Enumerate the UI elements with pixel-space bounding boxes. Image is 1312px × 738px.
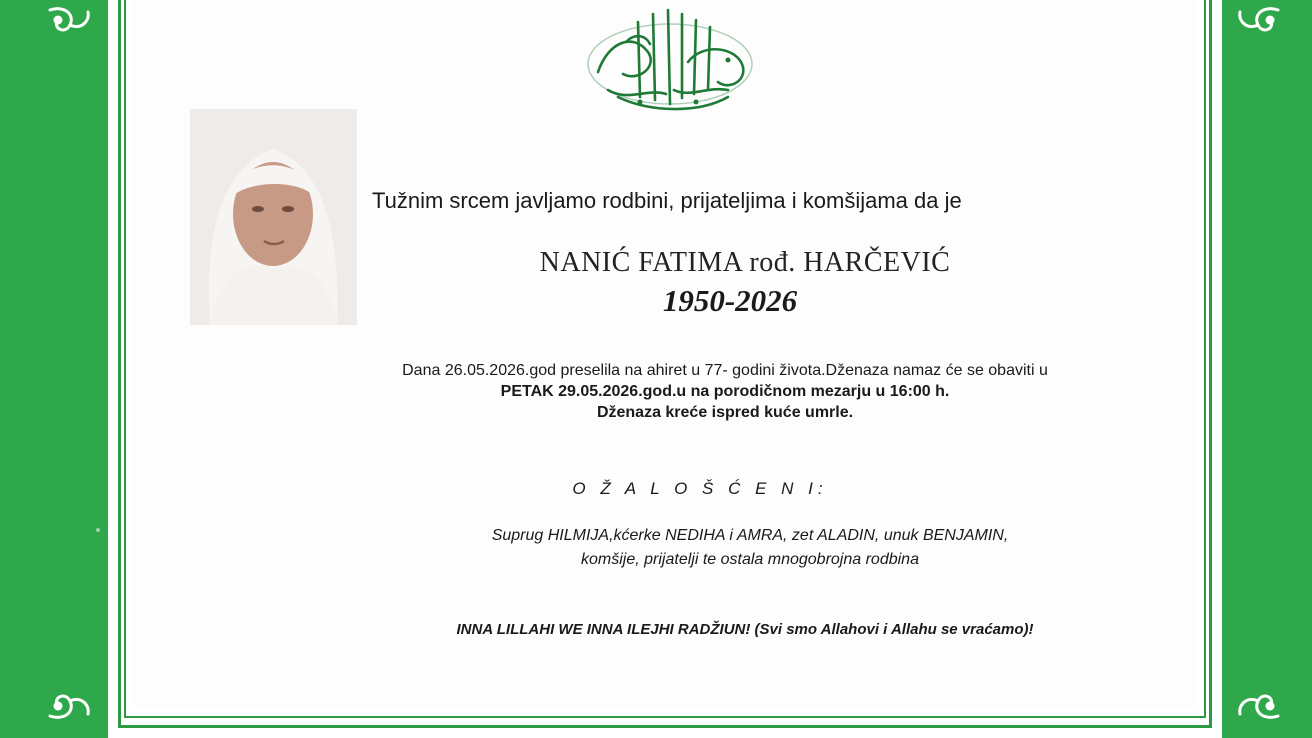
- funeral-details: [290, 360, 1160, 423]
- corner-ornament-icon: [1228, 0, 1288, 60]
- calligraphy-emblem: [578, 2, 762, 128]
- border-speck: [96, 528, 100, 532]
- closing-prayer: INNA LILLAHI WE INNA ILEJHI RADŽIUN! (Svi smo Allahovi i Allahu se vraćamo)!: [456, 621, 1034, 638]
- deceased-photo: [190, 109, 357, 325]
- intro-line: Tužnim srcem javljamo rodbini, prijateljima i komšijama da je: [372, 188, 962, 213]
- details-line-3: Dženaza kreće ispred kuće umrle.: [596, 404, 854, 421]
- details-line-1: Dana 26.05.2026.god preselila na ahiret u 77- godini života.Dženaza namaz će se obaviti u: [402, 362, 1048, 379]
- corner-ornament-icon: [40, 666, 100, 726]
- mourners-title: O Ž A L O Š Ć E N I:: [572, 479, 828, 498]
- details-line-2: PETAK 29.05.2026.god.u na porodičnom mezarju u 16:00 h.: [500, 383, 950, 400]
- life-years: 1950-2026: [662, 283, 798, 318]
- corner-ornament-icon: [1228, 666, 1288, 726]
- deceased-name: NANIĆ FATIMA rođ. HARČEVIĆ: [539, 247, 951, 278]
- mourners-list: [380, 524, 1120, 572]
- mourners-line-1: Suprug HILMIJA,kćerke NEDIHA i AMRA, zet ALADIN, unuk BENJAMIN,: [491, 527, 1009, 544]
- corner-ornament-icon: [40, 0, 100, 60]
- mourners-line-2: komšije, prijatelji te ostala mnogobrojna rodbina: [581, 551, 919, 568]
